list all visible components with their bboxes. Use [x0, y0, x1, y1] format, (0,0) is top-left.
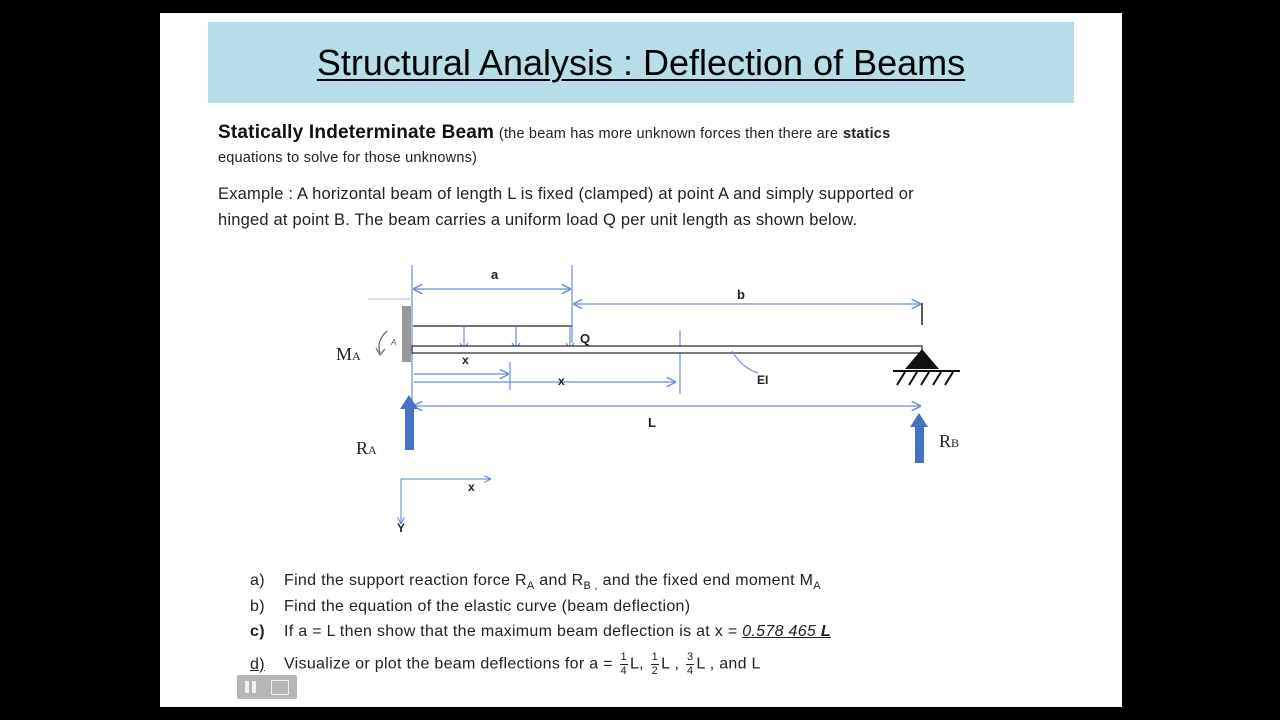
slide — [160, 13, 1122, 707]
axis-y-label: Y — [397, 521, 406, 535]
subheading-bold: Statically Indeterminate Beam — [218, 122, 495, 143]
fixed-wall — [402, 306, 411, 362]
fraction-1: $\frac{1}{4}$ — [620, 651, 627, 677]
ground-hatch — [897, 372, 953, 385]
question-d: d) Visualize or plot the beam deflections for a = $\frac{1}{4}$ L, $\frac{1}{2}$ L , $\frac{3}{4}$ L , and L — [250, 651, 761, 677]
label-a: a — [491, 267, 499, 282]
label-RB: RB — [939, 431, 960, 451]
beam — [412, 346, 922, 353]
example-line2: hinged at point B. The beam carries a uniform load Q per unit length as shown below. — [218, 211, 858, 229]
label-L: L — [648, 415, 656, 430]
subheading-line2: equations to solve for those unknowns) — [218, 150, 478, 166]
question-c: c) If a = L then show that the maximum beam deflection is at x = 0.578 465 L — [250, 623, 831, 640]
pause-icon[interactable] — [245, 681, 257, 693]
fraction-2: $\frac{1}{2}$ — [651, 651, 659, 677]
example-line1: Example : A horizontal beam of length L is fixed (clamped) at point A and simply supported or — [218, 185, 914, 203]
label-MA: MA — [336, 344, 361, 364]
axis-x-label: x — [468, 480, 475, 494]
question-b: b) Find the equation of the elastic curve (beam deflection) — [250, 598, 691, 615]
reaction-arrow-a — [400, 395, 418, 450]
reaction-arrow-b — [910, 413, 928, 463]
label-Q: Q — [580, 331, 591, 346]
video-controls[interactable] — [237, 675, 297, 699]
answer-value: 0.578 465 L — [742, 623, 831, 640]
label-x2: x — [558, 374, 565, 388]
svg-text:A: A — [391, 338, 397, 347]
slide-title: Structural Analysis : Deflection of Beams — [316, 42, 966, 83]
ei-leader — [732, 351, 758, 373]
picture-icon[interactable] — [271, 680, 289, 695]
label-b: b — [737, 287, 745, 302]
label-RA: RA — [356, 438, 377, 458]
label-EI: EI — [757, 373, 769, 387]
question-a: a) Find the support reaction force $R_A$ and $R_{B ,}$ and the fixed end moment $M_A$ — [250, 572, 821, 593]
subheading-paren: (the beam has more unknown forces then there are — [498, 126, 839, 142]
beam-diagram — [160, 13, 1122, 573]
moment-arc — [379, 331, 387, 353]
label-x1: x — [462, 353, 469, 367]
fraction-3: $\frac{3}{4}$ — [686, 651, 694, 677]
subheading-paren-bold: statics — [842, 126, 891, 142]
